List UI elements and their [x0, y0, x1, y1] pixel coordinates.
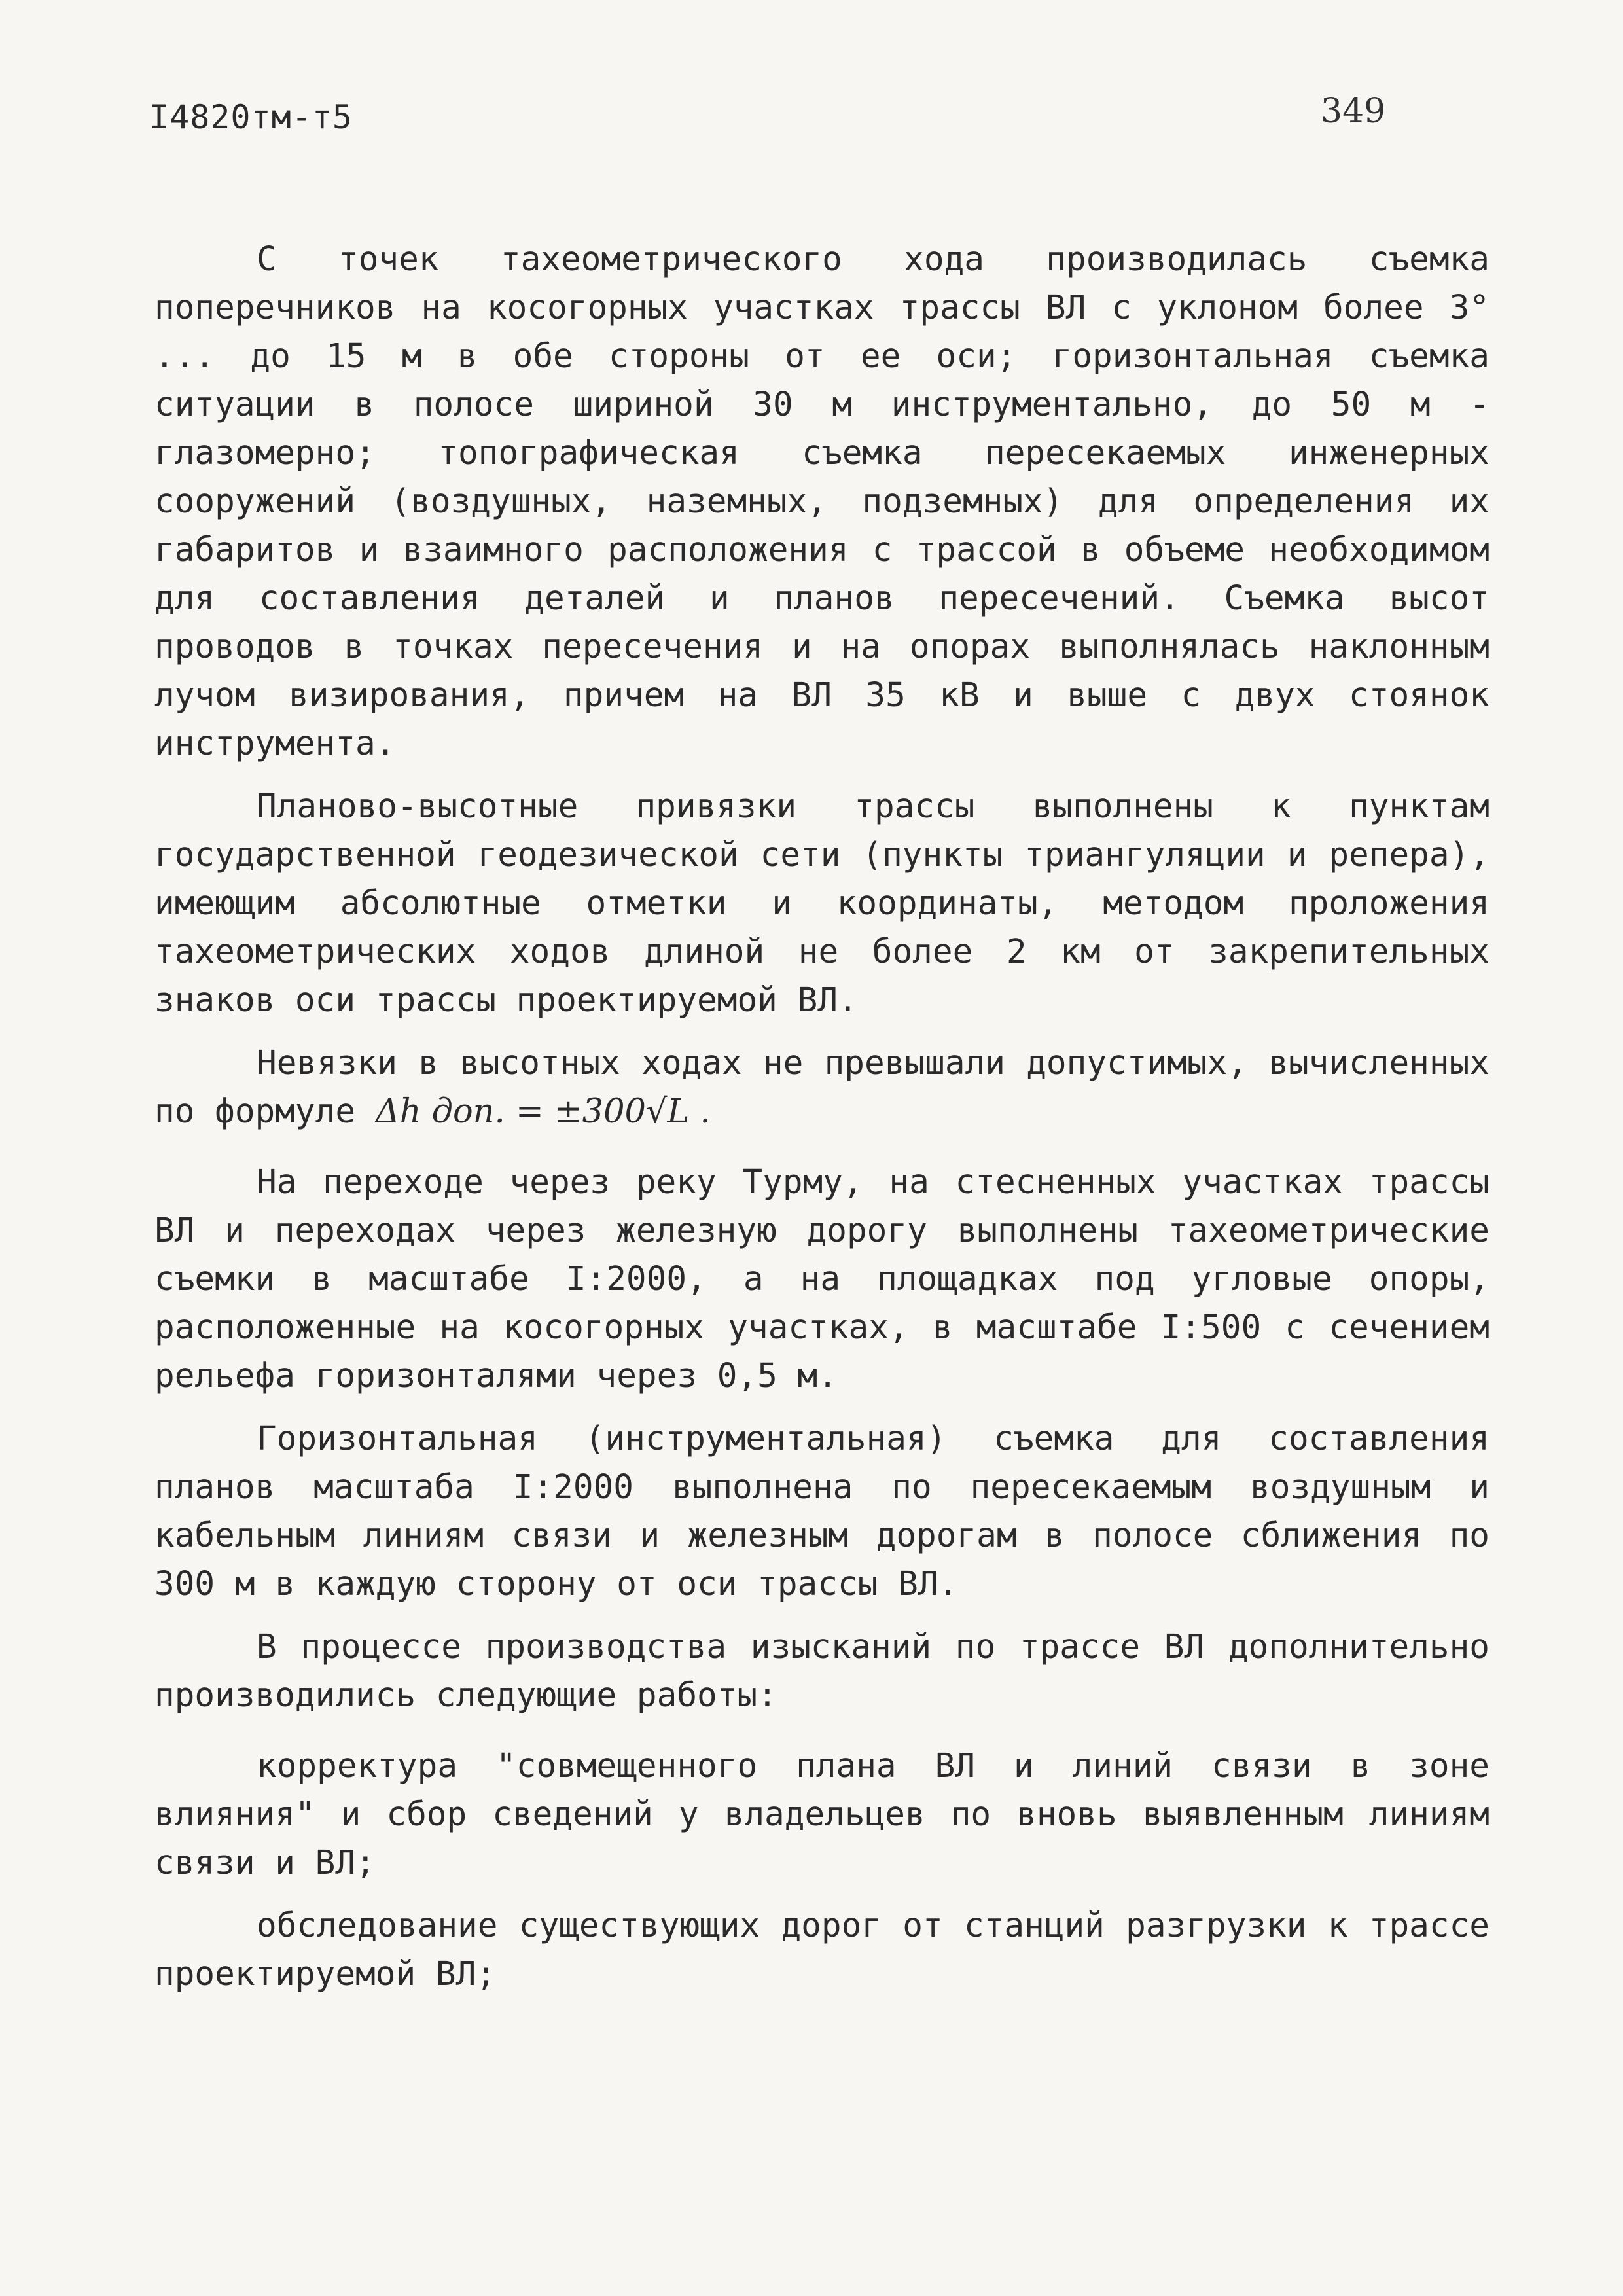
document-code: I4820тм-т5 — [149, 98, 353, 136]
misclosure-formula: Δh доп. = ±300√L . — [375, 1092, 711, 1131]
list-item-correction: корректура "совмещенного плана ВЛ и линий связи в зоне влияния" и сбор сведений у владельцев по вновь выявленным линиям связи и ВЛ; — [154, 1747, 1489, 1882]
misclosure-text: Невязки в высотных ходах не превышали допустимых, вычисленных по формуле — [154, 1044, 1489, 1131]
list-item-road-inspection: обследование существующих дорог от станций разгрузки к трассе проектируемой ВЛ; — [154, 1907, 1489, 1994]
paragraph-horizontal-survey: Горизонтальная (инструментальная) съемка для составления планов масштаба I:2000 выполнена по пересекаемым воздушным и кабельным линиям связи и железным дорогам в полосе сближения по 300 м в каждую сторону от оси трассы ВЛ. — [154, 1420, 1489, 1604]
paragraph-survey-methods: С точек тахеометрического хода производилась съемка поперечников на косогорных участках трассы ВЛ с уклоном более 3° ... до 15 м в обе стороны от ее оси; горизонтальная съемка ситуации в полосе шириной 30 м инструментально, до 50 м - глазомерно; топографическая съемка пересекаемых инженерных сооружений (воздушных, наземных, подземных) для определения их габаритов и взаимного расположения с трассой в объеме необходимом для составления деталей и планов пересечений. Съемка высот проводов в точках пересечения и на опорах выполнялась наклонным лучом визирования, причем на ВЛ 35 кВ и выше с двух стоянок инструмента. — [154, 240, 1489, 763]
page-number: 349 — [1321, 92, 1386, 131]
paragraph-geodetic-ties: Планово-высотные привязки трассы выполнены к пунктам государственной геодезической сети (пункты триангуляции и репера), имеющим абсолютные отметки и координаты, методом проложения тахеометрических ходов длиной не более 2 км от закрепительных знаков оси трассы проектируемой ВЛ. — [154, 787, 1489, 1020]
paragraph-misclosure — [154, 1039, 1489, 1136]
paragraph-river-crossing: На переходе через реку Турму, на стесненных участках трассы ВЛ и переходах через железную дорогу выполнены тахеометрические съемки в масштабе I:2000, а на площадках под угловые опоры, расположенные на косогорных участках, в масштабе I:500 с сечением рельефа горизонталями через 0,5 м. — [154, 1163, 1489, 1395]
document-body — [154, 236, 1489, 1999]
paragraph-additional-works: В процессе производства изысканий по трассе ВЛ дополнительно производились следующие работы: — [154, 1628, 1489, 1715]
